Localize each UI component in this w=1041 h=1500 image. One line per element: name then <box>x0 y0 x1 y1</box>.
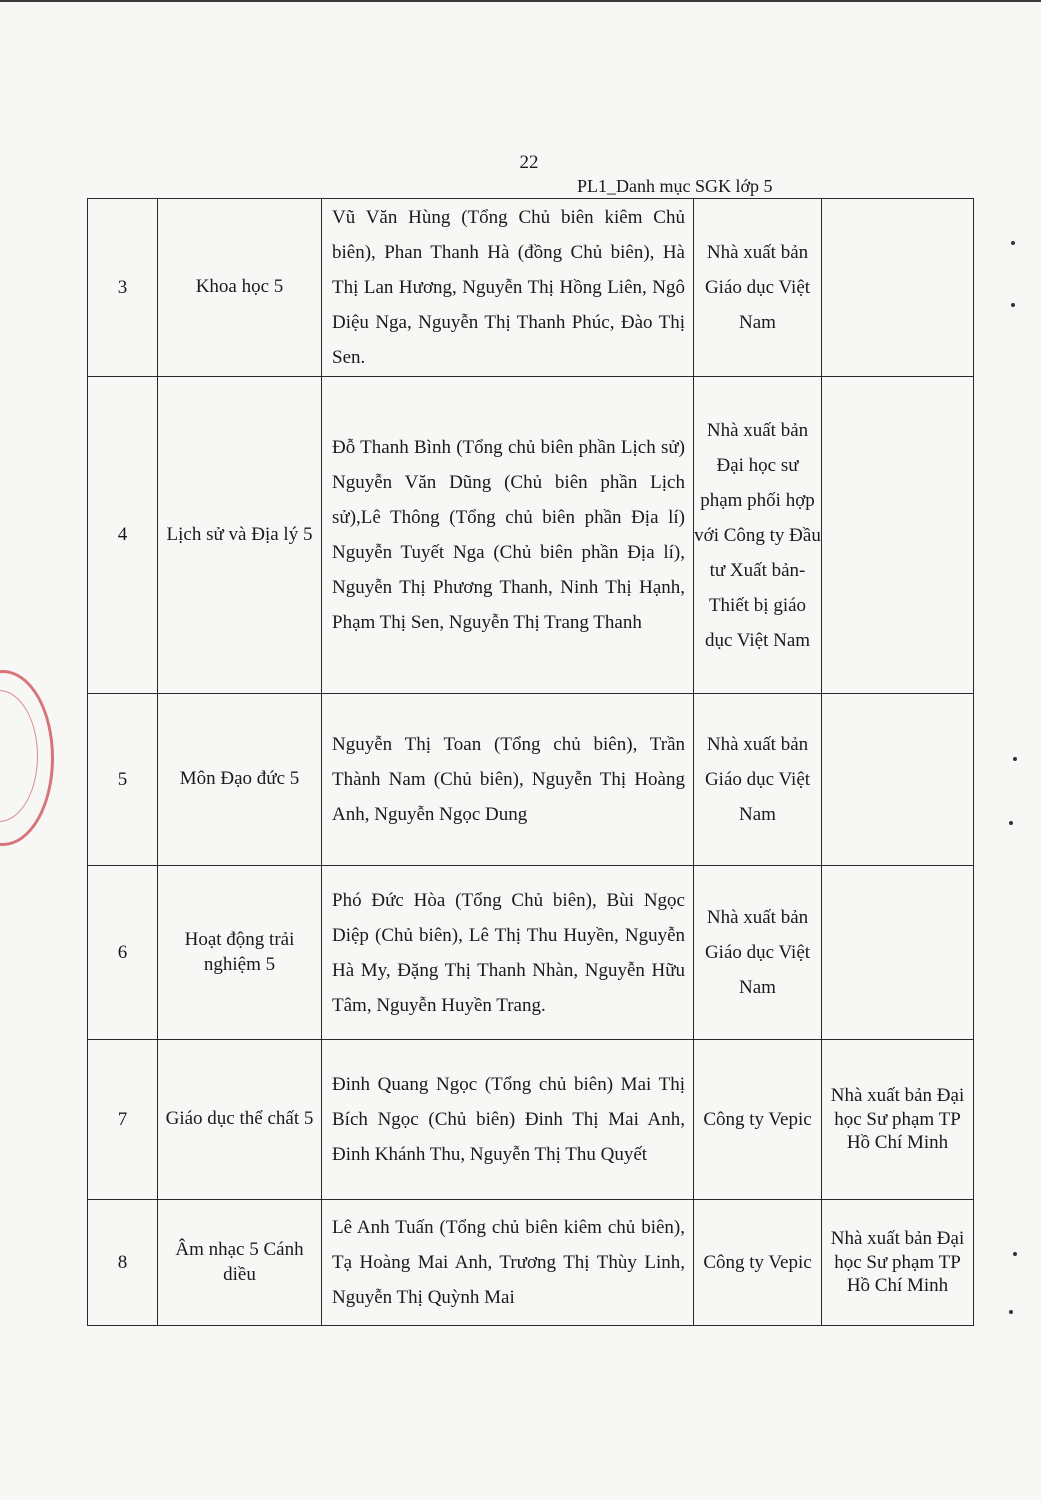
scan-speck <box>1013 757 1017 761</box>
book-copublisher: Nhà xuất bản Đại học Sư phạm TP Hồ Chí Minh <box>822 1040 974 1200</box>
book-copublisher <box>822 866 974 1040</box>
book-copublisher <box>822 377 974 694</box>
scan-speck <box>1009 821 1013 825</box>
page-top-rule <box>0 0 1041 2</box>
document-label: PL1_Danh mục SGK lớp 5 <box>577 176 773 196</box>
textbook-list-table <box>87 198 974 1326</box>
book-publisher: Nhà xuất bản Giáo dục Việt Nam <box>694 694 822 866</box>
scan-speck <box>1009 1310 1013 1314</box>
book-publisher: Nhà xuất bản Giáo dục Việt Nam <box>694 866 822 1040</box>
table-row <box>88 694 974 866</box>
book-copublisher: Nhà xuất bản Đại học Sư phạm TP Hồ Chí Minh <box>822 1200 974 1326</box>
book-name: Hoạt động trải nghiệm 5 <box>158 866 322 1040</box>
book-name: Âm nhạc 5 Cánh diều <box>158 1200 322 1326</box>
scan-speck <box>1011 303 1015 307</box>
scan-speck <box>1013 1252 1017 1256</box>
book-authors: Lê Anh Tuấn (Tổng chủ biên kiêm chủ biên), Tạ Hoàng Mai Anh, Trương Thị Thùy Linh, Nguyễn Thị Quỳnh Mai <box>322 1200 694 1326</box>
scan-speck <box>1011 241 1015 245</box>
book-authors: Đinh Quang Ngọc (Tổng chủ biên) Mai Thị Bích Ngọc (Chủ biên) Đinh Thị Mai Anh, Đinh Khánh Thu, Nguyễn Thị Thu Quyết <box>322 1040 694 1200</box>
book-name: Lịch sử và Địa lý 5 <box>158 377 322 694</box>
book-authors: Nguyễn Thị Toan (Tổng chủ biên), Trần Thành Nam (Chủ biên), Nguyễn Thị Hoàng Anh, Nguyễn Ngọc Dung <box>322 694 694 866</box>
book-copublisher <box>822 199 974 377</box>
book-publisher: Nhà xuất bản Giáo dục Việt Nam <box>694 199 822 377</box>
table-row <box>88 199 974 377</box>
book-authors: Phó Đức Hòa (Tổng Chủ biên), Bùi Ngọc Diệp (Chủ biên), Lê Thị Thu Huyền, Nguyễn Hà My, Đặng Thị Thanh Nhàn, Nguyễn Hữu Tâm, Nguyễn Huyền Trang. <box>322 866 694 1040</box>
page-number: 22 <box>519 152 539 173</box>
row-number: 3 <box>88 199 158 377</box>
row-number: 5 <box>88 694 158 866</box>
book-name: Khoa học 5 <box>158 199 322 377</box>
book-name: Môn Đạo đức 5 <box>158 694 322 866</box>
table-row <box>88 1040 974 1200</box>
table-row <box>88 1200 974 1326</box>
row-number: 6 <box>88 866 158 1040</box>
row-number: 7 <box>88 1040 158 1200</box>
book-copublisher <box>822 694 974 866</box>
table-row <box>88 377 974 694</box>
book-authors: Vũ Văn Hùng (Tổng Chủ biên kiêm Chủ biên), Phan Thanh Hà (đồng Chủ biên), Hà Thị Lan Hương, Nguyễn Thị Hồng Liên, Ngô Diệu Nga, Nguyễn Thị Thanh Phúc, Đào Thị Sen. <box>322 199 694 377</box>
row-number: 4 <box>88 377 158 694</box>
book-publisher: Nhà xuất bản Đại học sư phạm phối hợp với Công ty Đầu tư Xuất bản- Thiết bị giáo dục Việt Nam <box>694 377 822 694</box>
book-publisher: Công ty Vepic <box>694 1040 822 1200</box>
book-publisher: Công ty Vepic <box>694 1200 822 1326</box>
table-row <box>88 866 974 1040</box>
row-number: 8 <box>88 1200 158 1326</box>
book-name: Giáo dục thể chất 5 <box>158 1040 322 1200</box>
book-authors: Đỗ Thanh Bình (Tổng chủ biên phần Lịch sử) Nguyễn Văn Dũng (Chủ biên phần Lịch sử),Lê Thông (Tổng chủ biên phần Địa lí) Nguyễn Tuyết Nga (Chủ biên phần Địa lí), Nguyễn Thị Phương Thanh, Ninh Thị Hạnh, Phạm Thị Sen, Nguyễn Thị Trang Thanh <box>322 377 694 694</box>
